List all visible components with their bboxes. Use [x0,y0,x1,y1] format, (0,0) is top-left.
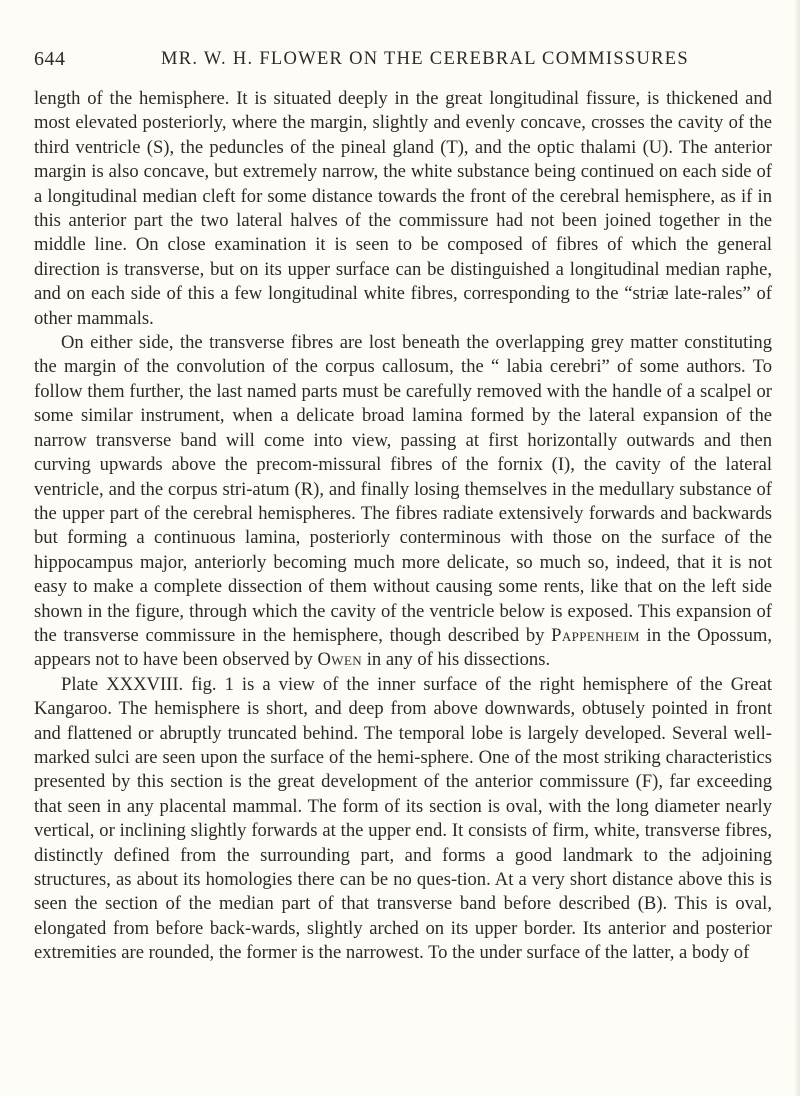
paragraph-2-text-c: in any of his dissections. [362,649,551,671]
page-header [34,48,776,76]
paragraph-3 [34,673,772,966]
page-edge-shadow [794,0,800,1096]
paragraph-1 [34,87,772,331]
running-head: MR. W. H. FLOWER ON THE CEREBRAL COMMISSURES [161,49,689,69]
paragraph-1-text: length of the hemisphere. It is situated deeply in the great longitudinal fissure, is thickened and most elevated posteriorly, where the margin, slightly and evenly concave, crosses the cavity of the third ventricle (S), the peduncles of the pineal gland (T), and the optic thalami (U). The anterior margin is also concave, but extremely narrow, the white substance being continued on each side of a longitudinal median cleft for some distance towards the front of the cerebral hemisphere, as if in this anterior part the two lateral halves of the commissure had not been joined together in the middle line. On close examination it is seen to be composed of fibres of which the general direction is transverse, but on its upper surface can be distinguished a longitudinal median raphe, and on each side of this a few longitudinal white fibres, corresponding to the “striæ late-rales” of other mammals. [34,88,772,329]
body-text [34,87,772,966]
author-owen: Owen [317,649,363,671]
paragraph-2-text-b: in the Opossum, appears not to have been observed by [34,624,772,671]
page-number: 644 [34,48,66,70]
paragraph-3-text: Plate XXXVIII. fig. 1 is a view of the inner surface of the right hemisphere of the Great Kangaroo. The hemisphere is short, and deep from above downwards, obtusely pointed in front and flattened or abruptly truncated behind. The temporal lobe is largely developed. Several well-marked sulci are seen upon the surface of the hemi-sphere. One of the most striking characteristics presented by this section is the great development of the anterior commissure (F), far exceeding that seen in any placental mammal. The form of its section is oval, with the long diameter nearly vertical, or inclining slightly forwards at the upper end. It consists of firm, white, transverse fibres, distinctly defined from the surrounding part, and forms a good landmark to the adjoining structures, as about its homologies there can be no ques-tion. At a very short distance above this is seen the section of the median part of that transverse band before described (B). This is oval, elongated from before back-wards, slightly arched on its upper border. Its anterior and posterior extremities are rounded, the former is the narrowest. To the under surface of the latter, a body of [34,673,772,964]
paragraph-2 [34,331,772,673]
paragraph-2-text-a: On either side, the transverse fibres are lost beneath the overlapping grey matter constituting the margin of the convolution of the corpus callosum, the “ labia cerebri” of some authors. To follow them further, the last named parts must be carefully removed with the handle of a scalpel or some similar instrument, when a delicate broad lamina formed by the lateral expansion of the narrow transverse band will come into view, passing at first horizontally outwards and then curving upwards above the precom-missural fibres of the fornix (I), the cavity of the lateral ventricle, and the corpus stri-atum (R), and finally losing themselves in the medullary substance of the upper part of the cerebral hemispheres. The fibres radiate extensively forwards and backwards but forming a continuous lamina, posteriorly conterminous with those on the surface of the hippocampus major, anteriorly becoming much more delicate, so much so, indeed, that it is not easy to make a complete dissection of them without causing some rents, like that on the left side shown in the figure, through which the cavity of the ventricle below is exposed. This expansion of the transverse commissure in the hemisphere, though described by [34,332,772,646]
author-pappenheim: Pappenheim [551,624,640,646]
